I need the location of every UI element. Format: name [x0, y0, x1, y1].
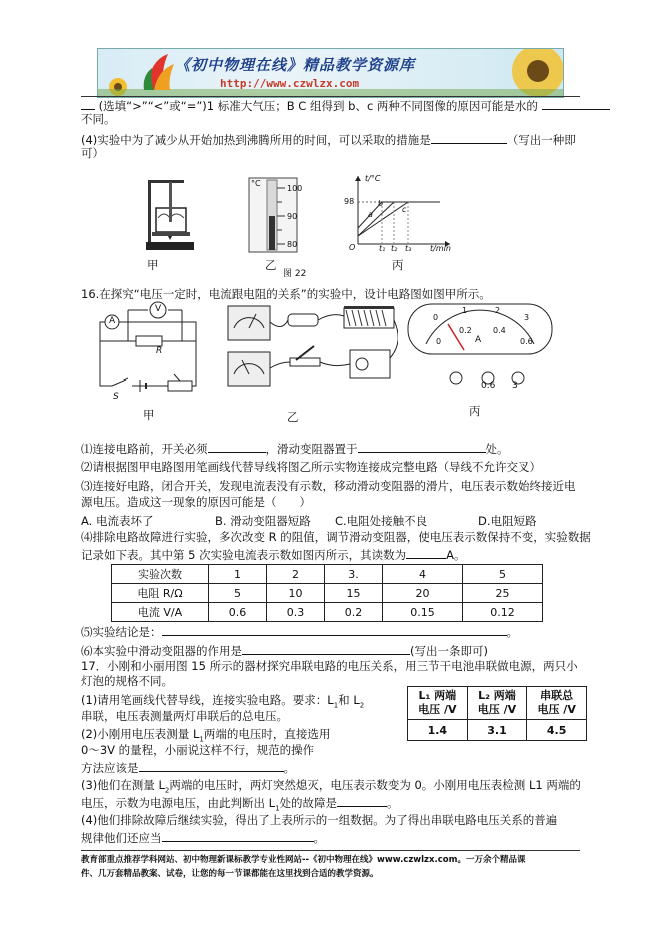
answer-blank[interactable]: [242, 642, 410, 655]
answer-blank[interactable]: [162, 829, 314, 842]
q15-line3: (4)实验中为了减少从开始加热到沸腾所用的时间，可以采取的措施是 （写出一种即: [81, 133, 576, 147]
q16-s2: ⑵请根据图甲电路图用笔画线代替导线将图乙所示实物连接成完整电路（导线不允许交叉）: [81, 460, 541, 474]
table-cell: 0.3: [267, 603, 325, 622]
q16-s1: ⑴连接电路前，开关必须 ，滑动变阻器置于 处。: [81, 442, 509, 456]
q15-line4: 可）: [81, 146, 104, 160]
graph-y-mark: 98: [344, 197, 355, 206]
table-row: [408, 687, 587, 720]
footer-line2: 件、几万套精品教案、试卷，让您的每一节课都能在这里找到合适的教学资源。: [81, 869, 379, 879]
circuit-resistor-label: R: [156, 346, 163, 356]
fig-label-jia: 甲: [143, 408, 155, 422]
table-cell: 电流 V/A: [112, 603, 209, 622]
q15-line1: (选填“>”“<”或“=”)1 标准大气压；B C 组得到 b、c 两种不同图像的原因可能是水的: [81, 97, 610, 114]
label-bing: 丙: [392, 258, 404, 272]
table-cell: 25: [463, 584, 543, 603]
q17-line1: 17．小刚和小丽用图 15 所示的器材探究串联电路的电压关系，用三节干电池串联做电源，两只小: [81, 659, 578, 673]
table-cell: 0.12: [463, 603, 543, 622]
table-row: [408, 720, 587, 741]
q16-s4a: ⑷排除电路故障进行实验，多次改变 R 的阻值，调节滑动变阻器，使电压表示数保持不变，实验数据: [81, 530, 591, 544]
q17-s2a: (2)小刚用电压表测量 $L_1$两端的电压时，直接选用: [81, 727, 331, 744]
terminal-label: 3: [512, 381, 518, 391]
table-cell: 串联总 电压 /V: [527, 687, 587, 720]
table-cell: L₁ 两端 电压 /V: [408, 687, 468, 720]
dial-unit: A: [475, 335, 482, 345]
answer-blank[interactable]: [358, 440, 486, 453]
q17-s2d: 方法应该是 。: [81, 761, 295, 775]
table-cell: 20: [383, 584, 463, 603]
q17-s2c: 0～3V 的量程，小丽说这样不行，规范的操作: [81, 743, 315, 757]
table-cell: 0.15: [383, 603, 463, 622]
q17-s1b: 串联，电压表测量两灯串联后的总电压。: [81, 709, 288, 723]
q16-s3b: 源电压。造成这一现象的原因可能是（ ）: [81, 495, 311, 509]
q17-s1a: (1)请用笔画线代替导线，连接实验电路。要求：$L_1$和 $L_2$: [81, 693, 365, 710]
table-cell: 2: [267, 565, 325, 584]
table-cell: 10: [267, 584, 325, 603]
q16-option[interactable]: D.电阻短路: [478, 514, 537, 528]
voltage-table: [407, 686, 587, 741]
graph-x-tick: t₁: [379, 244, 386, 253]
graph-x-tick: t₂: [391, 244, 398, 253]
table-cell: 4: [383, 565, 463, 584]
answer-blank[interactable]: [208, 440, 266, 453]
physical-circuit-yi: [222, 302, 398, 398]
table-cell: 实验次数: [112, 565, 209, 584]
boiling-apparatus-figure: [140, 172, 200, 256]
answer-blank[interactable]: [139, 759, 284, 772]
answer-blank[interactable]: [337, 794, 387, 807]
dial-top-tick: 3: [524, 313, 530, 322]
q16-s3a: ⑶连接好电路，闭合开关，发现电流表没有示数，移动滑动变阻器的滑片，电压表示数始终接近电: [81, 479, 576, 493]
graph-xlabel: t/min: [430, 244, 451, 253]
therm-tick: 100: [287, 184, 303, 193]
terminal-label: 0.6: [481, 381, 496, 391]
figure-caption: 图 22: [283, 269, 307, 279]
label-jia: 甲: [147, 258, 159, 272]
resistance-current-table: [111, 564, 543, 622]
table-row: [112, 584, 543, 603]
table-cell: 15: [325, 584, 383, 603]
site-logo-icon: [140, 50, 178, 94]
graph-x-tick: t₃: [405, 244, 412, 253]
q16-s5: ⑸实验结论是： 。: [81, 625, 518, 639]
fig-label-yi: 乙: [287, 410, 299, 424]
table-cell: 0.6: [209, 603, 267, 622]
q17-s4a: (4)他们排除故障后继续实验，得出了上表所示的一组数据。为了得出串联电路电压关系的普遍: [81, 813, 558, 827]
curve-label: a: [368, 210, 373, 219]
q16-s6: ⑹本实验中滑动变阻器的作用是 (写出一条即可): [81, 644, 488, 658]
table-cell: 3.1: [467, 720, 527, 741]
label-yi: 乙: [265, 258, 277, 272]
dial-top-tick: 1: [462, 306, 468, 315]
therm-tick: 90: [287, 212, 298, 221]
table-cell: 5: [209, 584, 267, 603]
q16-option[interactable]: C.电阻处接触不良: [335, 514, 428, 528]
q17-line2: 灯泡的规格不同。: [81, 674, 173, 688]
table-cell: 1.4: [408, 720, 468, 741]
q17-s4b: 规律他们还应当 。: [81, 831, 325, 845]
graph-origin: O: [349, 243, 356, 252]
temperature-time-graph: [342, 174, 454, 254]
circuit-ammeter-label: A: [109, 316, 116, 326]
graph-ylabel: t/°C: [365, 174, 381, 183]
dial-bottom-tick: 0.6: [520, 337, 533, 346]
dial-bottom-tick: 0.4: [493, 326, 506, 335]
circuit-switch-label: S: [113, 392, 119, 402]
site-name: 《初中物理在线》精品教学资源库: [175, 56, 416, 74]
table-row: [112, 565, 543, 584]
answer-blank[interactable]: [81, 97, 95, 110]
fig-label-bing: 丙: [469, 404, 481, 418]
circuit-diagram-jia: [92, 300, 204, 396]
therm-tick: 80: [287, 240, 298, 249]
table-cell: 3.: [325, 565, 383, 584]
table-cell: L₂ 两端 电压 /V: [467, 687, 527, 720]
q15-line2: 不同。: [81, 112, 116, 126]
dial-bottom-tick: 0.2: [459, 326, 472, 335]
site-url: http://www.czwlzx.com: [220, 77, 360, 90]
q16-option[interactable]: B. 滑动变阻器短路: [215, 514, 311, 528]
table-cell: 4.5: [527, 720, 587, 741]
q16-s4b: 记录如下表。其中第 5 次实验电流表示数如图丙所示，其读数为 A。: [81, 548, 466, 562]
curve-label: b: [378, 199, 384, 208]
therm-unit: °C: [251, 179, 261, 188]
circuit-voltmeter-label: V: [155, 304, 162, 314]
footer-rule: [81, 850, 580, 851]
q16-title: 16.在探究“电压一定时，电流跟电阻的关系”的实验中，设计电路图如图甲所示。: [81, 287, 491, 301]
answer-blank[interactable]: [406, 546, 446, 559]
q16-option[interactable]: A. 电流表坏了: [81, 514, 154, 528]
answer-blank[interactable]: [162, 623, 507, 636]
answer-blank[interactable]: [542, 97, 610, 110]
q17-s3c: 电压，示数为电源电压，由此判断出 $L_1$处的故障是 。: [81, 796, 399, 813]
footer-line1: 教育部重点推荐学科网站、初中物理新课标教学专业性网站--《初中物理在线》www.czwlzx.com。一万余个精品课: [81, 855, 526, 865]
table-cell: 电阻 R/Ω: [112, 584, 209, 603]
curve-label: c: [402, 205, 407, 214]
table-cell: 5: [463, 565, 543, 584]
q17-s3a: (3)他们在测量 $L_2$两端的电压时，两灯突然熄灭，电压表示数变为 0。小刚用电压表检测 L1 两端的: [81, 778, 581, 795]
dial-top-tick: 2: [495, 306, 501, 315]
dial-top-tick: 0: [433, 313, 439, 322]
table-cell: 1: [209, 565, 267, 584]
answer-blank[interactable]: [431, 131, 507, 144]
table-cell: 0.2: [325, 603, 383, 622]
dial-bottom-tick: 0: [436, 337, 442, 346]
table-row: [112, 603, 543, 622]
ammeter-dial-bing: [404, 300, 556, 398]
